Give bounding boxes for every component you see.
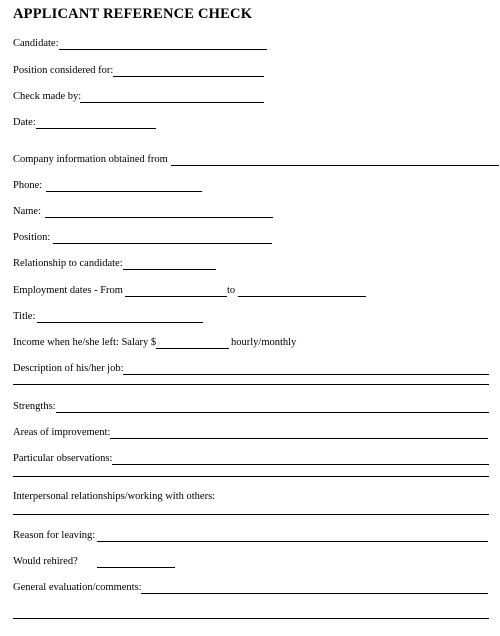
company-info-label: Company information obtained from <box>13 154 168 165</box>
salary-field[interactable] <box>156 348 229 349</box>
employment-from-label: Employment dates - From <box>13 285 123 296</box>
evaluation-field[interactable] <box>141 593 488 594</box>
description-field[interactable] <box>123 374 489 375</box>
position-field[interactable] <box>53 243 272 244</box>
rehire-field[interactable] <box>97 567 175 568</box>
position-considered-field[interactable] <box>113 76 264 77</box>
evaluation-label: General evaluation/comments: <box>13 582 142 593</box>
relationship-field[interactable] <box>123 269 216 270</box>
strengths-label: Strengths: <box>13 401 56 412</box>
job-title-field[interactable] <box>37 322 203 323</box>
name-field[interactable] <box>45 217 273 218</box>
date-field[interactable] <box>36 128 156 129</box>
income-label: Income when he/she left: Salary $ <box>13 337 157 348</box>
check-made-by-label: Check made by: <box>13 91 82 102</box>
description-extra-line[interactable] <box>13 384 489 385</box>
observations-label: Particular observations: <box>13 453 113 464</box>
check-made-by-field[interactable] <box>80 102 264 103</box>
candidate-label: Candidate: <box>13 38 59 49</box>
position-considered-label: Position considered for: <box>13 65 114 76</box>
observations-extra-line[interactable] <box>13 476 489 477</box>
income-unit-label: hourly/monthly <box>231 337 297 348</box>
phone-field[interactable] <box>46 191 202 192</box>
improvement-field[interactable] <box>110 438 488 439</box>
job-title-label: Title: <box>13 311 36 322</box>
improvement-label: Areas of improvement: <box>13 427 111 438</box>
reason-leaving-field[interactable] <box>97 541 488 542</box>
company-info-field[interactable] <box>171 165 499 166</box>
form-title: APPLICANT REFERENCE CHECK <box>13 6 253 22</box>
employment-from-field[interactable] <box>125 296 227 297</box>
position-label: Position: <box>13 232 51 243</box>
date-label: Date: <box>13 117 36 128</box>
employment-to-field[interactable] <box>238 296 366 297</box>
observations-field[interactable] <box>112 464 489 465</box>
interpersonal-line[interactable] <box>13 514 489 515</box>
reason-leaving-label: Reason for leaving: <box>13 530 96 541</box>
phone-label: Phone: <box>13 180 43 191</box>
strengths-field[interactable] <box>56 412 489 413</box>
description-label: Description of his/her job: <box>13 363 124 374</box>
relationship-label: Relationship to candidate: <box>13 258 123 269</box>
candidate-field[interactable] <box>59 49 267 50</box>
interpersonal-label: Interpersonal relationships/working with others: <box>13 491 216 502</box>
evaluation-extra-line[interactable] <box>13 618 489 619</box>
name-label: Name: <box>13 206 41 217</box>
rehire-label: Would rehired? <box>13 556 78 567</box>
employment-to-label: to <box>227 285 236 296</box>
